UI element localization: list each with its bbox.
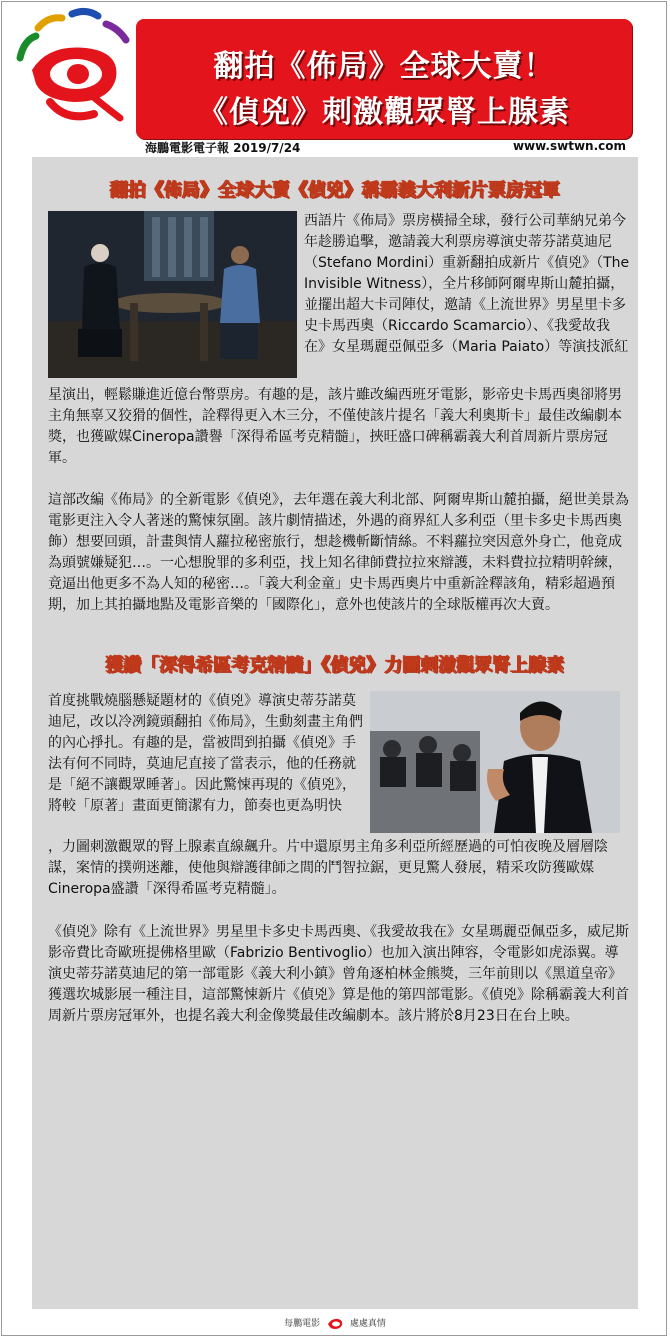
article-paragraph: 首度挑戰燒腦懸疑題材的《偵兇》導演史蒂芬諾莫迪尼，改以冷冽鏡頭翻拍《佈局》，生動刻畫主角們的內心掙扎。有趣的是，當被問到拍攝《偵兇》手法有何不同時，莫迪尼直接了當表示，他的任務就是「絕不讓觀眾睡著」。因此驚悚再現的《偵兇》，將較「原著」畫面更簡潔有力，節奏也更為明快: [48, 693, 363, 814]
website-link[interactable]: www.swtwn.com: [512, 139, 626, 153]
article-paragraph: 星演出，輕鬆賺進近億台幣票房。有趣的是，該片雖改編西班牙電影，影帝史卡馬西奧卻將男主角無辜又狡猾的個性，詮釋得更入木三分，不僅使該片提名「義大利奧斯卡」最佳改編劇本獎，也獲歐媒Cineropa讚譽「深得希區考克精髓」，挾旺盛口碑稱霸義大利首周新片票房冠軍。: [48, 387, 622, 466]
brand-logo-icon: [8, 6, 136, 124]
article-paragraph: 西語片《佈局》票房橫掃全球，發行公司華納兄弟今年趁勝追擊，邀請義大利票房導演史蒂芬諾莫迪尼（Stefano Mordini）重新翻拍成新片《偵兇》（The Invisible Witness），全片移師阿爾卑斯山麓拍攝，並擺出超大卡司陣仗，邀請《上流世界》男星里卡多史卡馬西奧（Riccardo Scamarcio）、《我愛故我在》女星瑪麗亞佩亞多（Maria Paiato）等演技派紅: [304, 213, 630, 355]
footer-logo-icon: [326, 1317, 344, 1331]
headline-line-2: 《偵兇》刺激觀眾腎上腺素: [198, 95, 570, 130]
title-banner: [136, 19, 632, 139]
film-still-photo: [48, 211, 297, 378]
footer-brand-left: 每鵬電影: [284, 1319, 321, 1329]
actor-portrait-photo: [370, 691, 620, 833]
article-paragraph: ，力圖刺激觀眾的腎上腺素直線飆升。片中還原男主角多利亞所經歷過的可怕夜晚及層層陰謀，案情的撲朔迷離，使他與辯護律師之間的鬥智拉鋸，更見驚人發展，精采攻防獲歐媒Cineropa盛讚「深得希區考克精髓」。: [48, 839, 608, 897]
footer: [0, 1316, 670, 1331]
article-paragraph: 《偵兇》除有《上流世界》男星里卡多史卡馬西奧、《我愛故我在》女星瑪麗亞佩亞多，威尼斯影帝費比奇歐班提佛格里歐（Fabrizio Bentivoglio）也加入演出陣容，令電影如虎添翼。導演史蒂芬諾莫迪尼的第一部電影《義大利小鎮》曾角逐柏林金熊獎，三年前則以《黑道皇帝》獲選坎城影展一種注目，這部驚悚新片《偵兇》算是他的第四部電影。《偵兇》除稱霸義大利首周新片票房冠軍外，也提名義大利金像獎最佳改編劇本。該片將於8月23日在台上映。: [48, 924, 629, 1024]
publication-date: 海鵬電影電子報 2019/7/24: [145, 141, 301, 155]
headline-line-1: 翻拍《佈局》全球大賣！: [213, 49, 555, 84]
footer-brand-right: 處處真情: [349, 1319, 386, 1329]
section-heading-1: 翻拍《佈局》全球大賣《偵兇》稱霸義大利新片票房冠軍: [110, 180, 560, 201]
section-heading-2: 獲讚「深得希區考克精髓」《偵兇》力圖刺激觀眾腎上腺素: [105, 655, 565, 676]
article-paragraph: 這部改編《佈局》的全新電影《偵兇》，去年選在義大利北部、阿爾卑斯山麓拍攝，絕世美景為電影更注入令人著迷的驚悚氛圍。該片劇情描述，外遇的商界紅人多利亞（里卡多史卡馬西奧 飾）想要回頭，計畫與情人蘿拉秘密旅行，想趁機斬斷情絲。不料蘿拉突因意外身亡，他竟成為頭號嫌疑犯…。一心想脫罪的多利亞，找上知名律師費拉拉來辯護，未料費拉拉精明幹練，竟逼出他更多不為人知的秘密…。「義大利金童」史卡馬西奧片中重新詮釋該角，精彩超過預期，加上其拍攝地點及電影音樂的「國際化」，意外也使該片的全球版權再次大賣。: [48, 492, 629, 613]
